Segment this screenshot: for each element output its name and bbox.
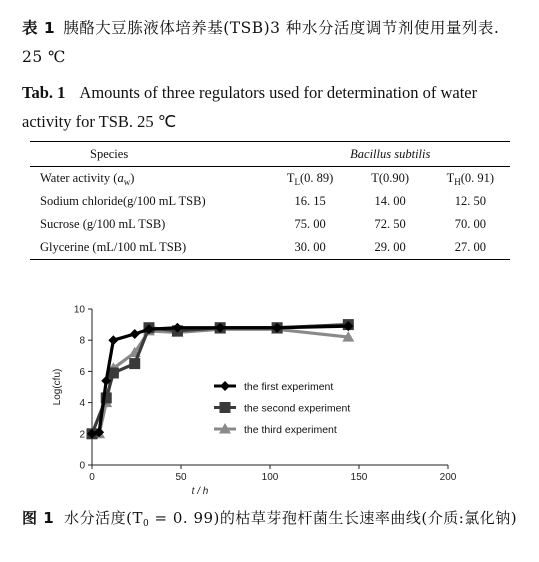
- cell-mid: T(0.90): [371, 171, 410, 185]
- y-tick-label: 8: [79, 335, 85, 347]
- x-axis-label: t / h: [191, 486, 209, 497]
- row-label: Glycerine (mL/100 mL TSB): [30, 236, 271, 260]
- table-title-cn: 胰酪大豆胨液体培养基(TSB)3 种水分活度调节剂使用量列表. 25 ℃: [22, 19, 500, 66]
- table-row: [30, 236, 510, 260]
- table-header-row: [30, 142, 510, 167]
- figure-label: 图 1: [22, 509, 55, 527]
- regulator-table: [30, 141, 510, 260]
- table-cell: 72. 50: [374, 217, 406, 231]
- legend-marker: [220, 381, 230, 391]
- header-organism: Bacillus subtilis: [271, 142, 511, 167]
- legend-label: the third experiment: [244, 423, 337, 436]
- table-label-en: Tab. 1: [22, 83, 66, 102]
- x-tick-label: 0: [89, 472, 95, 483]
- table-row: [30, 213, 510, 236]
- table-row: [30, 190, 510, 213]
- header-species: Species: [30, 142, 271, 167]
- legend-label: the first experiment: [244, 380, 334, 393]
- data-point: [129, 358, 140, 369]
- x-tick-label: 150: [350, 472, 368, 483]
- y-tick-label: 2: [79, 429, 85, 441]
- table-cell: 16. 15: [294, 194, 326, 208]
- table-cell: 30. 00: [271, 236, 350, 260]
- x-tick-label: 100: [261, 472, 279, 483]
- row-label: Sucrose (g/100 mL TSB): [40, 217, 166, 231]
- y-tick-label: 10: [73, 304, 85, 316]
- row-label: Water activity $(a_w)$: [40, 170, 135, 187]
- table-cell: 14. 00: [374, 194, 406, 208]
- legend-label: the second experiment: [244, 402, 351, 415]
- table-caption-cn: [22, 14, 522, 72]
- table-cell: 27. 00: [431, 236, 510, 260]
- figure-caption: 图 1 水分活度($T_0 = 0$. 99)的枯草芽孢杆菌生长速率曲线(介质:氯化钠): [22, 509, 518, 529]
- x-tick-label: 50: [175, 472, 187, 483]
- table-title-en: Amounts of three regulators used for determination of water activity for TSB. 25 ℃: [22, 83, 478, 131]
- y-tick-label: 4: [79, 398, 85, 410]
- growth-curve-chart: [22, 295, 502, 500]
- series-line: [92, 325, 351, 434]
- table-caption-en: [22, 78, 522, 136]
- cell-low: $T_L(0$. 89): [286, 170, 334, 187]
- table-cell: 12. 50: [454, 194, 486, 208]
- y-tick-label: 0: [79, 460, 85, 472]
- cell-high: $T_H(0$. 91): [446, 170, 495, 187]
- table-label-cn: 表 1: [22, 19, 56, 37]
- row-label: Sodium chloride(g/100 mL TSB): [40, 194, 206, 208]
- x-tick-label: 200: [439, 472, 457, 483]
- data-point: [108, 335, 118, 345]
- table-row-water-activity: [30, 167, 510, 191]
- legend-marker: [220, 402, 231, 413]
- y-tick-label: 6: [79, 366, 85, 378]
- y-axis-label: Log(cfu): [52, 368, 63, 406]
- table-cell: 29. 00: [350, 236, 431, 260]
- data-point: [130, 329, 140, 339]
- table-cell: 70. 00: [454, 217, 486, 231]
- table-cell: 75. 00: [294, 217, 326, 231]
- chart-svg: [22, 295, 502, 500]
